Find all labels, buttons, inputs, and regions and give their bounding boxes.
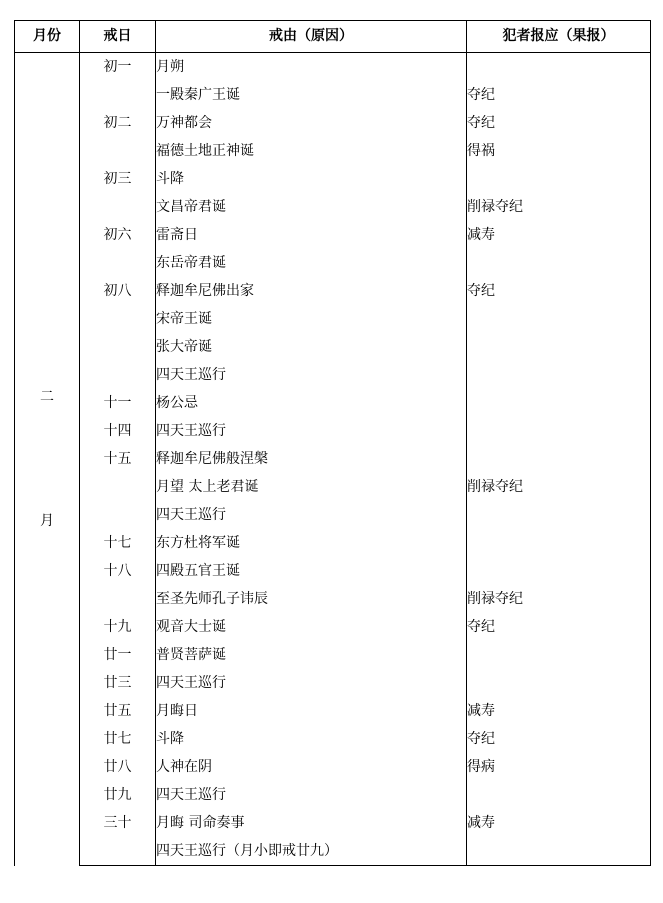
reason-cell: 斗降 <box>156 725 467 753</box>
table-row <box>15 417 651 445</box>
table-row <box>15 697 651 725</box>
day-cell: 初八 <box>80 277 156 305</box>
reason-cell: 月朔 <box>156 53 467 82</box>
reason-cell: 福德土地正神诞 <box>156 137 467 165</box>
header-effect: 犯者报应（果报） <box>467 21 651 53</box>
reason-cell: 四天王巡行 <box>156 417 467 445</box>
table-row <box>15 109 651 137</box>
effect-cell: 减寿 <box>467 221 651 249</box>
effect-cell: 削禄夺纪 <box>467 585 651 613</box>
day-cell <box>80 473 156 501</box>
effect-cell <box>467 529 651 557</box>
reason-cell: 文昌帝君诞 <box>156 193 467 221</box>
reason-cell: 月晦日 <box>156 697 467 725</box>
month-char-1: 二 <box>40 389 54 406</box>
table-row <box>15 221 651 249</box>
effect-cell <box>467 445 651 473</box>
table-row <box>15 641 651 669</box>
effect-cell: 减寿 <box>467 697 651 725</box>
day-cell: 廿七 <box>80 725 156 753</box>
day-cell: 廿五 <box>80 697 156 725</box>
reason-cell: 四天王巡行 <box>156 781 467 809</box>
table-row <box>15 249 651 277</box>
effect-cell <box>467 361 651 389</box>
header-month: 月份 <box>15 21 80 53</box>
effect-cell: 减寿 <box>467 809 651 837</box>
table-row <box>15 529 651 557</box>
header-reason: 戒由（原因） <box>156 21 467 53</box>
reason-cell: 四殿五官王诞 <box>156 557 467 585</box>
table-body <box>15 53 651 866</box>
reason-cell: 斗降 <box>156 165 467 193</box>
day-cell <box>80 501 156 529</box>
effect-cell <box>467 165 651 193</box>
effect-cell <box>467 53 651 82</box>
reason-cell: 月望 太上老君诞 <box>156 473 467 501</box>
table-row <box>15 333 651 361</box>
day-cell: 廿三 <box>80 669 156 697</box>
table-row <box>15 389 651 417</box>
table-row <box>15 361 651 389</box>
effect-cell: 夺纪 <box>467 277 651 305</box>
day-cell: 初二 <box>80 109 156 137</box>
table-row <box>15 445 651 473</box>
day-cell: 十七 <box>80 529 156 557</box>
reason-cell: 四天王巡行（月小即戒廿九） <box>156 837 467 866</box>
table-row <box>15 669 651 697</box>
month-cell <box>15 53 80 866</box>
effect-cell: 夺纪 <box>467 613 651 641</box>
day-cell: 初六 <box>80 221 156 249</box>
reason-cell: 月晦 司命奏事 <box>156 809 467 837</box>
table-row <box>15 193 651 221</box>
effect-cell <box>467 837 651 866</box>
reason-cell: 至圣先师孔子讳辰 <box>156 585 467 613</box>
table-row <box>15 613 651 641</box>
table-header <box>15 21 651 53</box>
day-cell <box>80 333 156 361</box>
effect-cell: 夺纪 <box>467 109 651 137</box>
effect-cell: 削禄夺纪 <box>467 473 651 501</box>
table-row <box>15 137 651 165</box>
reason-cell: 释迦牟尼佛般涅槃 <box>156 445 467 473</box>
effect-cell <box>467 501 651 529</box>
reason-cell: 雷斋日 <box>156 221 467 249</box>
effect-cell: 夺纪 <box>467 725 651 753</box>
day-cell <box>80 249 156 277</box>
reason-cell: 四天王巡行 <box>156 669 467 697</box>
effect-cell: 得祸 <box>467 137 651 165</box>
table-row <box>15 837 651 866</box>
effect-cell <box>467 641 651 669</box>
day-cell <box>80 361 156 389</box>
fasting-days-table <box>14 20 651 866</box>
reason-cell: 东岳帝君诞 <box>156 249 467 277</box>
month-char-2: 月 <box>40 513 54 530</box>
day-cell: 初三 <box>80 165 156 193</box>
table-row <box>15 501 651 529</box>
header-day: 戒日 <box>80 21 156 53</box>
day-cell <box>80 137 156 165</box>
day-cell: 廿一 <box>80 641 156 669</box>
effect-cell <box>467 669 651 697</box>
reason-cell: 普贤菩萨诞 <box>156 641 467 669</box>
table-row <box>15 165 651 193</box>
day-cell: 三十 <box>80 809 156 837</box>
reason-cell: 张大帝诞 <box>156 333 467 361</box>
effect-cell <box>467 781 651 809</box>
effect-cell <box>467 333 651 361</box>
reason-cell: 一殿秦广王诞 <box>156 81 467 109</box>
reason-cell: 宋帝王诞 <box>156 305 467 333</box>
reason-cell: 观音大士诞 <box>156 613 467 641</box>
day-cell: 十五 <box>80 445 156 473</box>
day-cell: 十八 <box>80 557 156 585</box>
effect-cell <box>467 417 651 445</box>
reason-cell: 杨公忌 <box>156 389 467 417</box>
day-cell: 十四 <box>80 417 156 445</box>
day-cell: 初一 <box>80 53 156 82</box>
effect-cell <box>467 305 651 333</box>
day-cell <box>80 193 156 221</box>
table-row <box>15 753 651 781</box>
table-row <box>15 585 651 613</box>
effect-cell: 得病 <box>467 753 651 781</box>
effect-cell: 夺纪 <box>467 81 651 109</box>
header-row <box>15 21 651 53</box>
reason-cell: 四天王巡行 <box>156 361 467 389</box>
effect-cell <box>467 389 651 417</box>
reason-cell: 释迦牟尼佛出家 <box>156 277 467 305</box>
reason-cell: 东方杜将军诞 <box>156 529 467 557</box>
day-cell <box>80 837 156 866</box>
table-row <box>15 277 651 305</box>
day-cell <box>80 81 156 109</box>
day-cell: 廿八 <box>80 753 156 781</box>
reason-cell: 人神在阴 <box>156 753 467 781</box>
table-row <box>15 809 651 837</box>
table-row <box>15 81 651 109</box>
day-cell: 廿九 <box>80 781 156 809</box>
reason-cell: 四天王巡行 <box>156 501 467 529</box>
table-row <box>15 557 651 585</box>
table-row <box>15 725 651 753</box>
table-row <box>15 53 651 82</box>
day-cell <box>80 305 156 333</box>
day-cell: 十一 <box>80 389 156 417</box>
table-row <box>15 473 651 501</box>
day-cell <box>80 585 156 613</box>
table-row <box>15 781 651 809</box>
effect-cell <box>467 557 651 585</box>
reason-cell: 万神都会 <box>156 109 467 137</box>
effect-cell: 削禄夺纪 <box>467 193 651 221</box>
effect-cell <box>467 249 651 277</box>
table-row <box>15 305 651 333</box>
day-cell: 十九 <box>80 613 156 641</box>
